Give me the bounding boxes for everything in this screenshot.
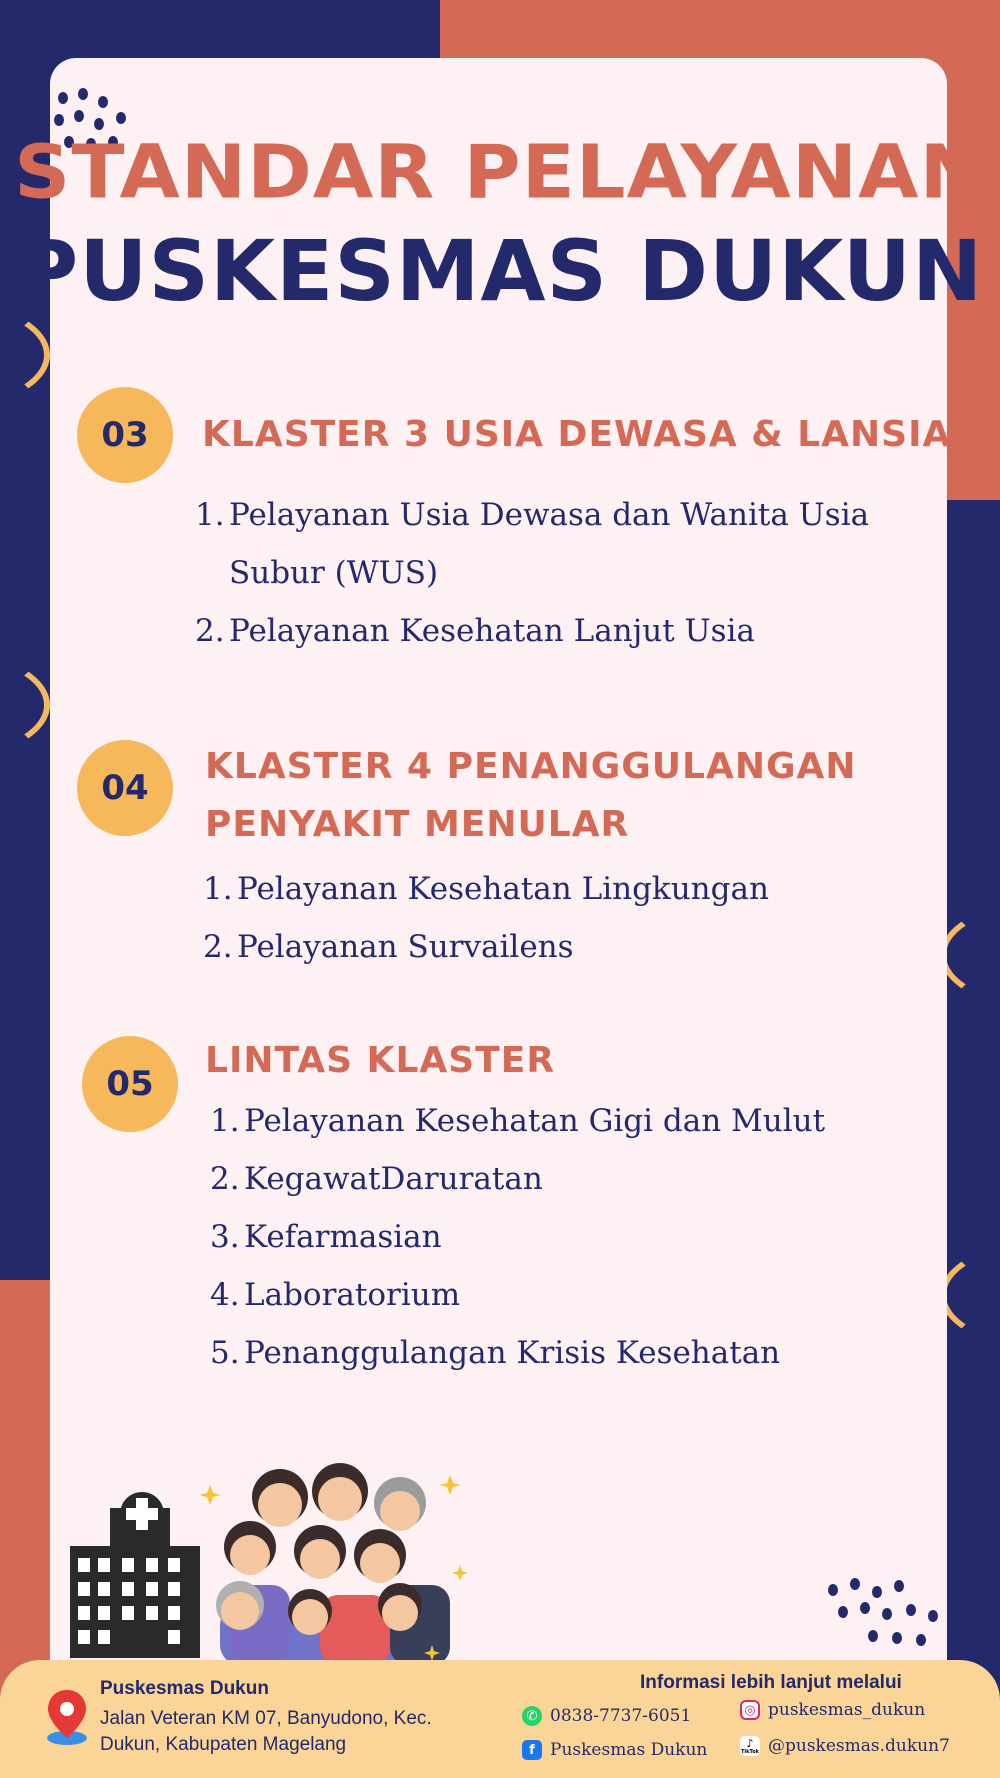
list-text: Pelayanan Kesehatan Lingkungan xyxy=(237,871,769,907)
whatsapp-number: 0838-7737-6051 xyxy=(550,1706,692,1726)
list-number: 1. xyxy=(210,1103,240,1139)
section-heading-line: KLASTER 3 USIA DEWASA & LANSIA xyxy=(202,414,952,455)
whatsapp-contact[interactable] xyxy=(522,1706,691,1726)
list-number: 2. xyxy=(195,613,225,649)
list-item xyxy=(203,860,923,918)
list-number: 5. xyxy=(210,1335,240,1371)
tiktok-icon-text: TikTok xyxy=(741,1748,759,1755)
instagram-contact[interactable] xyxy=(740,1700,925,1720)
location-pin-icon xyxy=(44,1688,90,1746)
list-item xyxy=(195,602,915,660)
section-heading-line: LINTAS KLASTER xyxy=(205,1040,556,1081)
section-number-badge: 05 xyxy=(82,1036,178,1132)
footer-info-label: Informasi lebih lanjut melalui xyxy=(640,1672,902,1693)
title-line-2: PUSKESMAS DUKUN xyxy=(16,222,984,320)
list-item xyxy=(203,918,923,976)
list-text: Kefarmasian xyxy=(244,1219,442,1255)
list-text: Pelayanan Usia Dewasa dan Wanita Usia Subur (WUS) xyxy=(229,497,870,591)
decor-arc xyxy=(940,1240,1000,1350)
list-number: 3. xyxy=(210,1219,240,1255)
list-item xyxy=(210,1324,930,1382)
decor-arc xyxy=(940,900,1000,1010)
list-item xyxy=(210,1266,930,1324)
list-text: KegawatDaruratan xyxy=(244,1161,543,1197)
decor-arc xyxy=(0,650,50,760)
footer-name: Puskesmas Dukun xyxy=(100,1678,269,1699)
hospital-building-icon xyxy=(60,1488,205,1660)
section-heading xyxy=(205,1032,555,1090)
list-text: Pelayanan Kesehatan Lanjut Usia xyxy=(229,613,755,649)
list-text: Pelayanan Kesehatan Gigi dan Mulut xyxy=(244,1103,826,1139)
tiktok-contact[interactable] xyxy=(740,1736,950,1756)
section-list xyxy=(210,1092,930,1382)
instagram-icon: ◎ xyxy=(740,1700,760,1720)
section-heading xyxy=(202,406,951,464)
section-heading xyxy=(205,738,857,854)
tiktok-handle: @puskesmas.dukun7 xyxy=(768,1736,950,1756)
section-heading-line: KLASTER 4 PENANGGULANGAN xyxy=(205,746,857,787)
section-list xyxy=(203,860,923,976)
list-item xyxy=(210,1150,930,1208)
list-text: Laboratorium xyxy=(244,1277,461,1313)
people-crowd-illustration xyxy=(200,1455,470,1665)
list-text: Pelayanan Survailens xyxy=(237,929,574,965)
list-number: 1. xyxy=(203,871,233,907)
section-number-badge: 03 xyxy=(77,387,173,483)
tiktok-icon: ♪ TikTok xyxy=(741,1736,759,1755)
list-number: 2. xyxy=(203,929,233,965)
list-number: 4. xyxy=(210,1277,240,1313)
list-item xyxy=(195,486,915,602)
section-number-badge: 04 xyxy=(77,740,173,836)
facebook-name: Puskesmas Dukun xyxy=(550,1740,708,1760)
section-list xyxy=(195,486,915,660)
list-number: 1. xyxy=(195,497,225,533)
list-text: Penanggulangan Krisis Kesehatan xyxy=(244,1335,781,1371)
section-heading-line: PENYAKIT MENULAR xyxy=(205,804,630,845)
title-line-1: STANDAR PELAYANAN xyxy=(14,130,986,216)
list-item xyxy=(210,1208,930,1266)
decor-dots-bottom xyxy=(828,1574,948,1654)
footer-address: Jalan Veteran KM 07, Banyudono, Kec. Dukun, Kabupaten Magelang xyxy=(100,1708,432,1755)
facebook-contact[interactable] xyxy=(522,1740,707,1760)
whatsapp-icon: ✆ xyxy=(522,1706,542,1726)
instagram-handle: puskesmas_dukun xyxy=(768,1700,926,1720)
list-item xyxy=(210,1092,930,1150)
list-number: 2. xyxy=(210,1161,240,1197)
footer-contact-bar xyxy=(0,1660,1000,1778)
facebook-icon: f xyxy=(522,1740,542,1760)
